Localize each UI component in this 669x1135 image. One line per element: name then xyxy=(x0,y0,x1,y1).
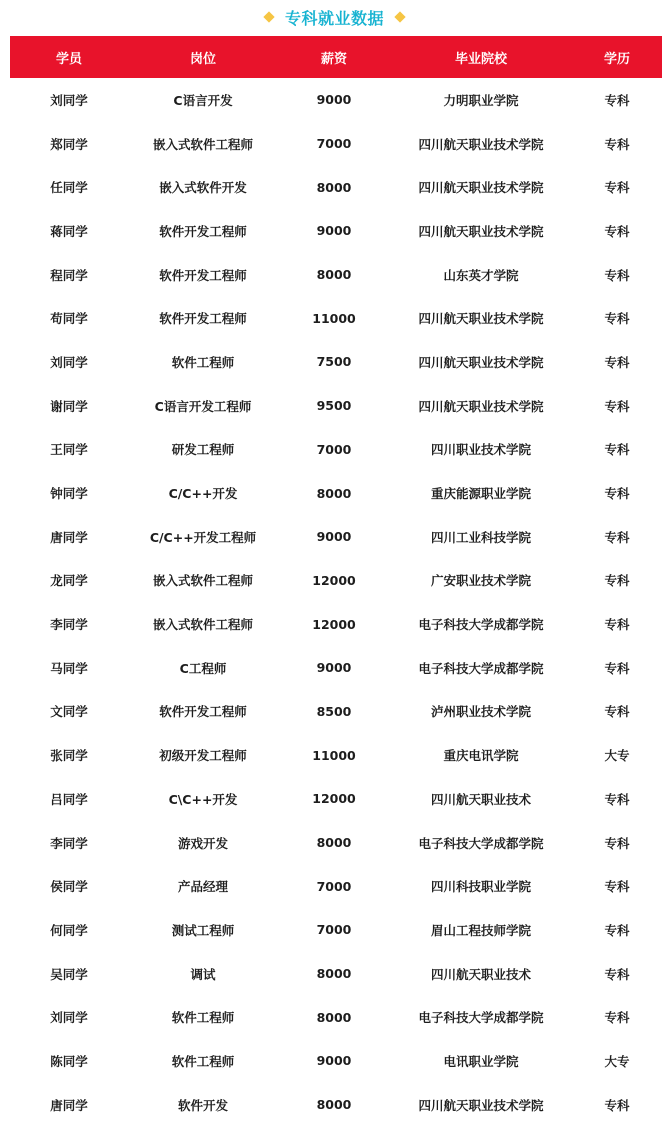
cell-school: 四川航天职业技术学院 xyxy=(418,311,544,327)
page-header xyxy=(0,0,669,34)
employment-table xyxy=(10,36,662,1127)
cell-student: 吕同学 xyxy=(50,791,88,807)
cell-student: 唐同学 xyxy=(50,529,88,545)
cell-school: 电子科技大学成都学院 xyxy=(418,617,544,633)
table-row xyxy=(10,471,662,515)
cell-school: 四川科技职业学院 xyxy=(430,879,531,895)
cell-school: 电子科技大学成都学院 xyxy=(418,660,544,676)
cell-position: C/C++开发工程师 xyxy=(149,529,257,545)
cell-student: 龙同学 xyxy=(50,573,88,589)
page-title: 专科就业数据 xyxy=(284,8,384,28)
table-row xyxy=(10,952,662,996)
cell-position: C工程师 xyxy=(179,660,227,676)
table-row xyxy=(10,602,662,646)
cell-degree: 专科 xyxy=(604,529,630,545)
table-row xyxy=(10,428,662,472)
cell-position: 嵌入式软件工程师 xyxy=(152,136,253,152)
cell-salary: 11000 xyxy=(312,310,356,326)
cell-degree: 专科 xyxy=(604,223,630,239)
cell-salary: 8000 xyxy=(316,1097,352,1113)
cell-student: 陈同学 xyxy=(50,1053,88,1069)
column-header-position: 岗位 xyxy=(189,51,216,67)
cell-school: 四川航天职业技术学院 xyxy=(418,398,544,414)
cell-student: 苟同学 xyxy=(50,311,88,327)
cell-degree: 专科 xyxy=(604,879,630,895)
cell-degree: 专科 xyxy=(604,180,630,196)
cell-degree: 专科 xyxy=(604,311,630,327)
table-row xyxy=(10,690,662,734)
cell-school: 电子科技大学成都学院 xyxy=(418,835,544,851)
cell-school: 四川航天职业技术学院 xyxy=(418,354,544,370)
column-header-student: 学员 xyxy=(55,51,82,67)
cell-degree: 大专 xyxy=(604,748,630,764)
cell-position: 游戏开发 xyxy=(177,835,228,851)
cell-position: 调试 xyxy=(190,966,216,982)
cell-position: C语言开发工程师 xyxy=(154,398,252,414)
cell-degree: 专科 xyxy=(604,267,630,283)
cell-degree: 专科 xyxy=(604,398,630,414)
cell-position: 软件开发工程师 xyxy=(159,311,247,327)
cell-student: 任同学 xyxy=(50,180,88,196)
cell-salary: 8000 xyxy=(316,267,352,283)
cell-salary: 8000 xyxy=(316,1009,352,1025)
cell-school: 四川航天职业技术学院 xyxy=(418,136,544,152)
cell-salary: 7000 xyxy=(316,136,352,152)
cell-position: 软件开发工程师 xyxy=(159,704,247,720)
cell-position: 产品经理 xyxy=(177,879,228,895)
cell-salary: 8000 xyxy=(316,966,352,982)
cell-school: 四川航天职业技术学院 xyxy=(418,1097,544,1113)
column-header-school: 毕业院校 xyxy=(454,51,507,67)
cell-student: 蒋同学 xyxy=(50,223,88,239)
table-row xyxy=(10,733,662,777)
cell-position: 嵌入式软件开发 xyxy=(159,180,247,196)
cell-school: 力明职业学院 xyxy=(443,92,519,108)
table-row xyxy=(10,340,662,384)
cell-position: 软件开发工程师 xyxy=(159,267,247,283)
cell-salary: 12000 xyxy=(312,572,356,588)
table-row xyxy=(10,122,662,166)
table-row xyxy=(10,995,662,1039)
cell-school: 广安职业技术学院 xyxy=(430,573,531,589)
cell-salary: 11000 xyxy=(312,747,356,763)
cell-position: 研发工程师 xyxy=(171,442,235,458)
cell-degree: 专科 xyxy=(604,136,630,152)
cell-school: 四川航天职业技术学院 xyxy=(418,223,544,239)
table-row xyxy=(10,209,662,253)
table-row xyxy=(10,646,662,690)
cell-position: 软件工程师 xyxy=(171,354,235,370)
cell-position: 软件工程师 xyxy=(171,1053,235,1069)
cell-student: 文同学 xyxy=(50,704,88,720)
diamond-left-icon xyxy=(263,11,274,22)
cell-school: 四川航天职业技术 xyxy=(430,791,531,807)
table-row xyxy=(10,515,662,559)
cell-student: 程同学 xyxy=(50,267,88,283)
cell-student: 王同学 xyxy=(50,442,88,458)
cell-salary: 9000 xyxy=(316,1053,352,1069)
cell-school: 电讯职业学院 xyxy=(443,1053,519,1069)
cell-position: 初级开发工程师 xyxy=(159,748,247,764)
table-row xyxy=(10,165,662,209)
cell-degree: 专科 xyxy=(604,486,630,502)
cell-student: 郑同学 xyxy=(50,136,88,152)
cell-school: 四川工业科技学院 xyxy=(430,529,531,545)
table-row xyxy=(10,559,662,603)
table-row xyxy=(10,908,662,952)
cell-salary: 7000 xyxy=(316,922,352,938)
cell-salary: 12000 xyxy=(312,791,356,807)
cell-student: 唐同学 xyxy=(50,1097,88,1113)
cell-salary: 12000 xyxy=(312,616,356,632)
cell-degree: 专科 xyxy=(604,704,630,720)
cell-salary: 8000 xyxy=(316,485,352,501)
cell-position: 软件工程师 xyxy=(171,1010,235,1026)
cell-degree: 专科 xyxy=(604,835,630,851)
cell-school: 四川职业技术学院 xyxy=(430,442,531,458)
cell-position: 嵌入式软件工程师 xyxy=(152,617,253,633)
cell-salary: 9000 xyxy=(316,92,352,108)
cell-salary: 8500 xyxy=(316,703,352,719)
cell-student: 谢同学 xyxy=(50,398,88,414)
cell-degree: 专科 xyxy=(604,617,630,633)
cell-student: 刘同学 xyxy=(50,354,88,370)
table-row xyxy=(10,78,662,122)
cell-position: C语言开发 xyxy=(173,92,233,108)
cell-salary: 7500 xyxy=(316,354,352,370)
table-header xyxy=(10,36,662,78)
table-row xyxy=(10,253,662,297)
cell-degree: 专科 xyxy=(604,1010,630,1026)
cell-student: 刘同学 xyxy=(50,1010,88,1026)
column-header-salary: 薪资 xyxy=(320,51,347,67)
cell-school: 重庆电讯学院 xyxy=(443,748,519,764)
cell-degree: 专科 xyxy=(604,660,630,676)
table-row xyxy=(10,864,662,908)
cell-school: 重庆能源职业学院 xyxy=(430,486,531,502)
cell-salary: 9000 xyxy=(316,660,352,676)
cell-salary: 7000 xyxy=(316,878,352,894)
table-row xyxy=(10,1039,662,1083)
cell-salary: 9000 xyxy=(316,529,352,545)
cell-position: C/C++开发 xyxy=(168,486,238,502)
cell-salary: 9000 xyxy=(316,223,352,239)
cell-degree: 专科 xyxy=(604,92,630,108)
cell-school: 四川航天职业技术学院 xyxy=(418,180,544,196)
cell-degree: 专科 xyxy=(604,966,630,982)
cell-school: 山东英才学院 xyxy=(443,267,519,283)
cell-salary: 7000 xyxy=(316,441,352,457)
cell-position: 软件开发 xyxy=(177,1097,228,1113)
cell-student: 李同学 xyxy=(50,835,88,851)
table-row xyxy=(10,821,662,865)
cell-school: 泸州职业技术学院 xyxy=(430,704,531,720)
table-row xyxy=(10,777,662,821)
cell-student: 吴同学 xyxy=(50,966,88,982)
table-row xyxy=(10,1083,662,1127)
cell-salary: 8000 xyxy=(316,835,352,851)
cell-position: 测试工程师 xyxy=(171,922,235,938)
cell-student: 马同学 xyxy=(50,660,88,676)
cell-degree: 专科 xyxy=(604,922,630,938)
cell-school: 四川航天职业技术 xyxy=(430,966,531,982)
cell-position: 软件开发工程师 xyxy=(159,223,247,239)
cell-degree: 大专 xyxy=(604,1053,630,1069)
cell-student: 钟同学 xyxy=(50,486,88,502)
cell-position: 嵌入式软件工程师 xyxy=(152,573,253,589)
cell-school: 眉山工程技师学院 xyxy=(430,922,531,938)
cell-salary: 8000 xyxy=(316,179,352,195)
table-row xyxy=(10,384,662,428)
diamond-right-icon xyxy=(394,11,405,22)
cell-degree: 专科 xyxy=(604,573,630,589)
cell-student: 李同学 xyxy=(50,617,88,633)
cell-student: 何同学 xyxy=(50,922,88,938)
table-row xyxy=(10,296,662,340)
cell-degree: 专科 xyxy=(604,442,630,458)
cell-student: 刘同学 xyxy=(50,92,88,108)
cell-student: 张同学 xyxy=(50,748,88,764)
column-header-degree: 学历 xyxy=(603,51,630,67)
cell-degree: 专科 xyxy=(604,791,630,807)
cell-degree: 专科 xyxy=(604,1097,630,1113)
cell-position: C\C++开发 xyxy=(168,791,238,807)
cell-salary: 9500 xyxy=(316,398,352,414)
cell-degree: 专科 xyxy=(604,354,630,370)
table-body xyxy=(10,78,662,1127)
cell-school: 电子科技大学成都学院 xyxy=(418,1010,544,1026)
cell-student: 侯同学 xyxy=(50,879,88,895)
